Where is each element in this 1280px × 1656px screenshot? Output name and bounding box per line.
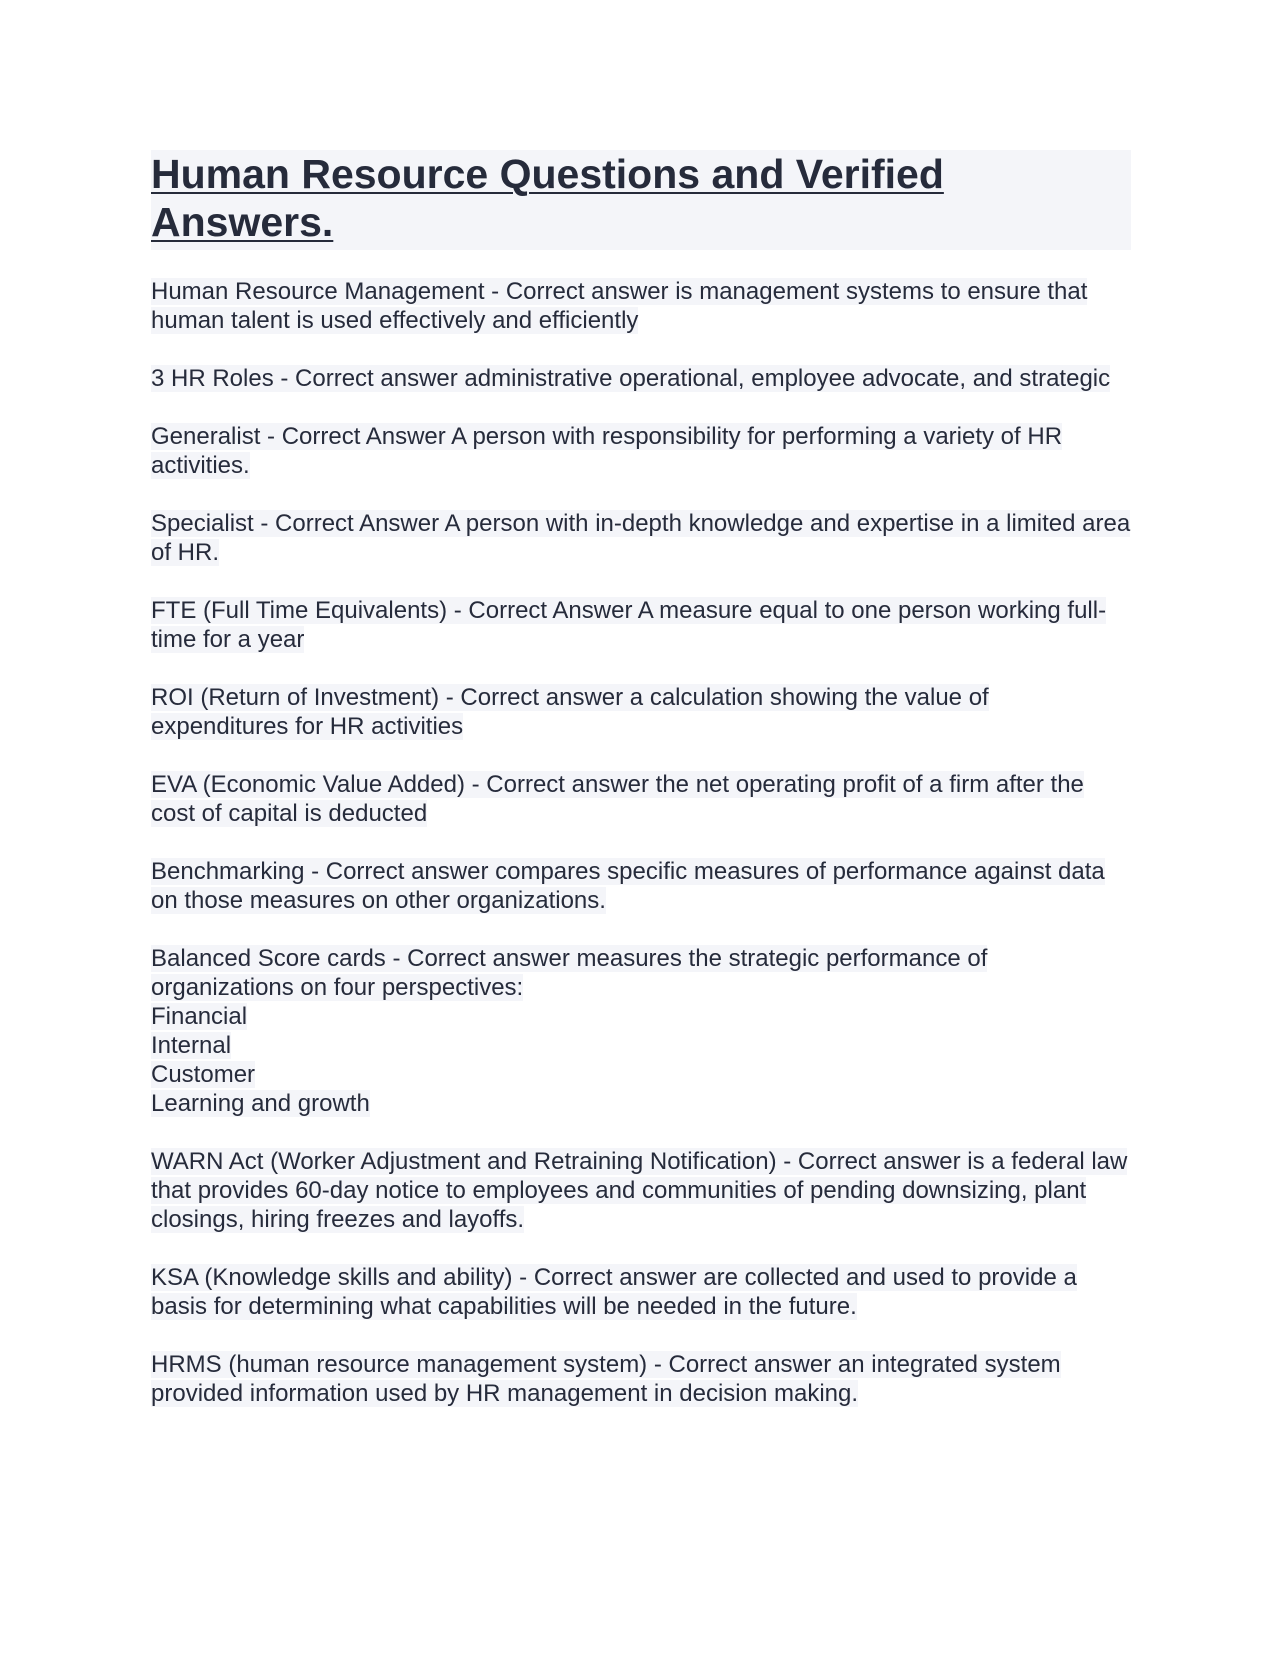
qa-text: Specialist - Correct Answer A person with in-depth knowledge and expertise in a limited area of HR. [151,510,1131,566]
qa-list [151,277,1131,1408]
qa-entry [151,364,1131,393]
qa-entry [151,944,1131,1118]
perspective-item [151,1002,1131,1031]
qa-entry [151,277,1131,335]
qa-entry [151,596,1131,654]
qa-text: ROI (Return of Investment) - Correct answer a calculation showing the value of expenditures for HR activities [151,684,989,740]
qa-entry [151,683,1131,741]
qa-entry [151,857,1131,915]
qa-entry [151,1147,1131,1234]
document-page [151,150,1131,1437]
qa-entry [151,422,1131,480]
qa-text: KSA (Knowledge skills and ability) - Correct answer are collected and used to provide a basis for determining what capabilities will be needed in the future. [151,1264,1077,1320]
perspective-text: Learning and growth [151,1090,370,1117]
perspective-item [151,1031,1131,1060]
qa-text: Balanced Score cards - Correct answer measures the strategic performance of organizations on four perspectives: [151,945,988,1001]
qa-text: Human Resource Management - Correct answer is management systems to ensure that human talent is used effectively and efficiently [151,278,1088,334]
perspective-text: Customer [151,1061,256,1088]
qa-text: 3 HR Roles - Correct answer administrative operational, employee advocate, and strategic [151,365,1111,392]
qa-entry [151,770,1131,828]
qa-text: WARN Act (Worker Adjustment and Retraining Notification) - Correct answer is a federal law that provides 60-day notice to employees and communities of pending downsizing, plant closings, hiring freezes and layoffs. [151,1148,1128,1233]
qa-text: Benchmarking - Correct answer compares specific measures of performance against data on those measures on other organizations. [151,858,1105,914]
qa-text: FTE (Full Time Equivalents) - Correct Answer A measure equal to one person working full-time for a year [151,597,1107,653]
perspective-text: Financial [151,1003,248,1030]
perspective-item [151,1089,1131,1118]
qa-entry [151,509,1131,567]
qa-entry [151,1263,1131,1321]
title-block [151,150,1131,250]
perspective-item [151,1060,1131,1089]
qa-text: Generalist - Correct Answer A person with responsibility for performing a variety of HR activities. [151,423,1063,479]
perspective-text: Internal [151,1032,232,1059]
document-title: Human Resource Questions and Verified Answers. [151,151,944,245]
qa-text: HRMS (human resource management system) - Correct answer an integrated system provided information used by HR management in decision making. [151,1351,1061,1407]
qa-text: EVA (Economic Value Added) - Correct answer the net operating profit of a firm after the cost of capital is deducted [151,771,1084,827]
qa-entry [151,1350,1131,1408]
